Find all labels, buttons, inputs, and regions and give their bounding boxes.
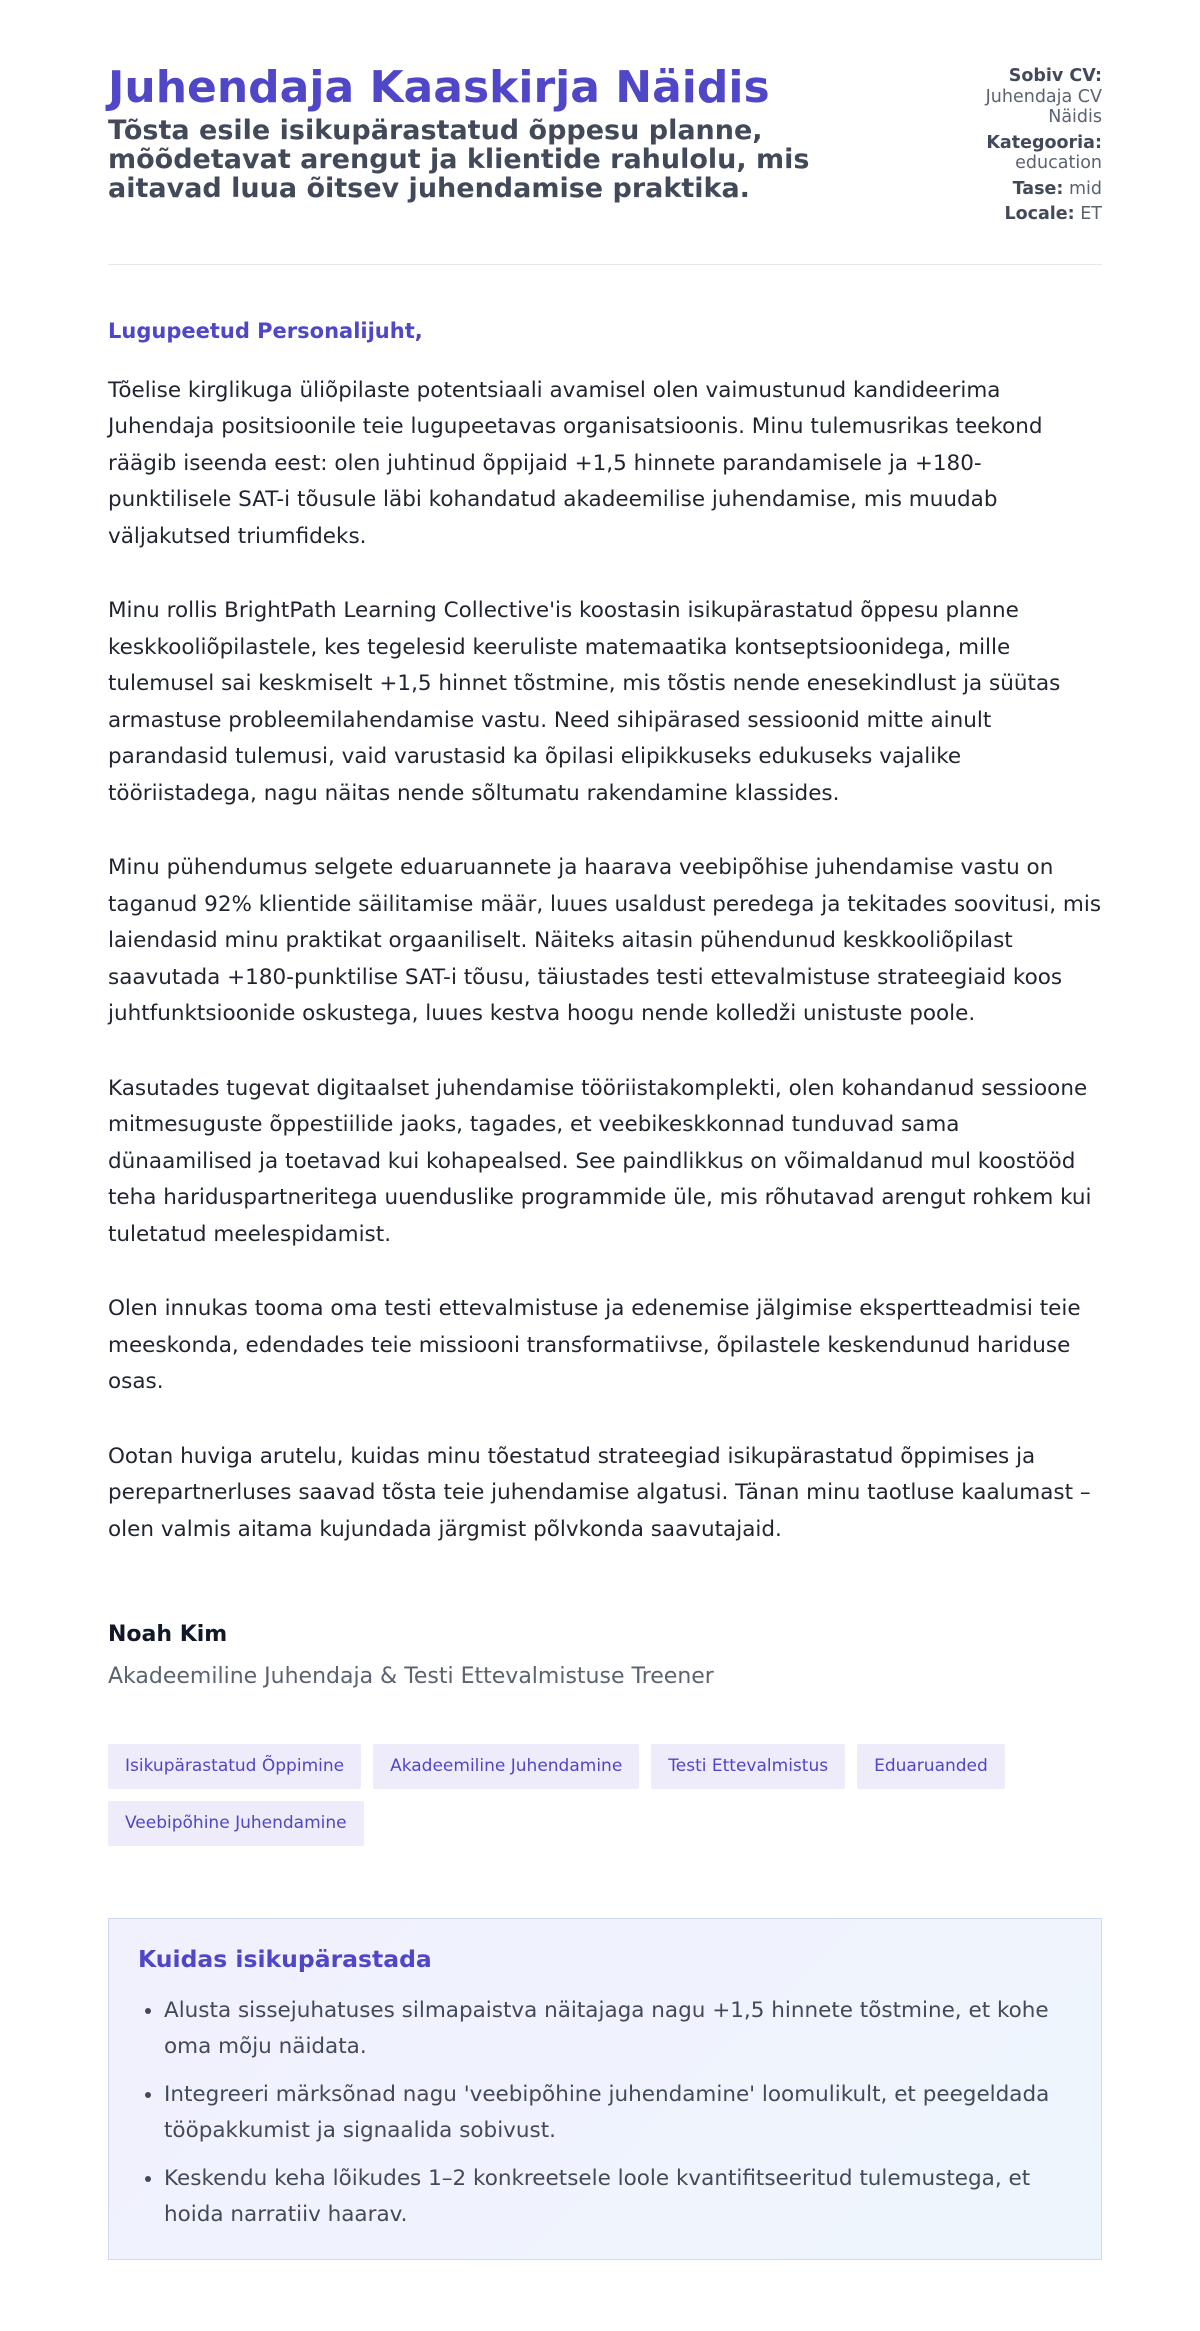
signature-name: Noah Kim [108,1622,228,1647]
tip-item: • Keskendu keha lõikudes 1–2 konkreetsele loole kvantifitseeritud tulemustega, et hoida narratiiv haarav. [164,2161,1072,2233]
letter-paragraph: Ootan huviga arutelu, kuidas minu tõestatud strateegiad isikupärastatud õppimises ja perepartnerluses saavad tõsta teie juhendamise algatusi. Tänan minu taotluse kaalumast – olen valmis aitama kujundada järgmist põlvkonda saavutajaid. [108,1443,1091,1542]
tips-list [138,1993,1072,2233]
skill-tags [108,1744,1102,1846]
meta-value: ET [1080,204,1102,224]
meta-key: Sobiv CV: [1008,66,1102,86]
skill-tag: Isikupärastatud Õppimine [108,1744,361,1789]
skill-tag: Eduaruanded [857,1744,1005,1789]
page-header [108,62,1102,265]
tip-item: • Integreeri märksõnad nagu 'veebipõhine juhendamine' loomulikult, et peegeldada tööpakkumist ja signaalida sobivust. [164,2077,1072,2149]
letter-paragraph: Kasutades tugevat digitaalset juhendamise tööriistakomplekti, olen kohandanud sessioone mitmesuguste õppestiilide jaoks, tagades, et veebikeskkonnad tunduvad sama dünaamilised ja toetavad kui kohapealsed. See paindlikkus on võimaldanud mul koostööd teha hariduspartneritega uuenduslike programmide üle, mis rõhutavad arengut rohkem kui tuletatud meelespidamist. [108,1075,1092,1247]
meta-value: mid [1068,178,1102,199]
meta-key: Kategooria: [986,132,1102,153]
salutation: Lugupeetud Personalijuht, [108,318,423,343]
meta-category [932,133,1102,174]
header-titles [108,62,928,203]
meta-panel [932,66,1102,230]
letter-paragraph: Olen innukas tooma oma testi ettevalmistuse ja edenemise jälgimise ekspertteadmisi teie meeskonda, edendades teie missiooni transformatiivse, õpilastele keskendunud hariduse osas. [108,1296,1081,1394]
meta-key: Tase: [1012,178,1064,199]
letter-paragraph: Minu pühendumus selgete eduaruannete ja haarava veebipõhise juhendamise vastu on taganud 92% klientide säilitamise määr, luues usaldust peredega ja tekitades soovitusi, mis laiendasid minu praktikat orgaaniliselt. Näiteks aitasin pühendunud keskkooliõpilast saavutada +180-punktilise SAT-i tõusu, täiustades testi ettevalmistuse strateegiaid koos juhtfunktsioonide oskustega, luues kestva hoogu nende kolledži unistuste poole. [108,855,1102,1026]
page-title: Juhendaja Kaaskirja Näidis [108,62,770,113]
meta-level [932,179,1102,200]
letter-body [108,373,1102,1549]
signature-block [108,1620,1102,1692]
letter-paragraph: Minu rollis BrightPath Learning Collective'is koostasin isikupärastatud õppesu planne keskkooliõpilastele, kes tegelesid keeruliste matemaatika kontseptsioonidega, mille tulemusel sai keskmiselt +1,5 hinnet tõstmine, mis tõstis nende enesekindlust ja süütas armastuse probleemilahendamise vastu. Need sihipärased sessioonid mitte ainult parandasid tulemusi, vaid varustasid ka õpilasi elipikkuseks edukuseks vajalike tööriistadega, nagu näitas nende sõltumatu rakendamine klassides. [108,598,1061,806]
meta-key: Locale: [1004,204,1075,224]
tip-item: • Alusta sissejuhatuses silmapaistva näitajaga nagu +1,5 hinnete tõstmine, et kohe oma mõju näidata. [164,1993,1072,2065]
personalization-tips [108,1918,1102,2260]
cover-letter-page [108,62,1102,2260]
skill-tag: Veebipõhine Juhendamine [108,1801,364,1846]
letter-paragraph: Tõelise kirglikuga üliõpilaste potentsiaali avamisel olen vaimustunud kandideerima Juhendaja positsioonile teie lugupeetavas organisatsioonis. Minu tulemusrikas teekond räägib iseenda eest: olen juhtinud õppijaid +1,5 hinnete parandamisele ja +180-punktilisele SAT-i tõusule läbi kohandatud akadeemilise juhendamise, mis muudab väljakutsed triumfideks. [108,377,1043,549]
page-subtitle: Tõsta esile isikupärastatud õppesu planne, mõõdetavat arengut ja klientide rahulolu, mis aitavad luua õitsev juhendamise praktika. [108,115,810,204]
meta-locale [932,204,1102,225]
skill-tag: Akadeemiline Juhendamine [373,1744,639,1789]
skill-tag: Testi Ettevalmistus [651,1744,845,1789]
meta-value: Juhendaja CV Näidis [985,86,1102,127]
signature-title: Akadeemiline Juhendaja & Testi Ettevalmistuse Treener [108,1664,714,1689]
tips-title: Kuidas isikupärastada [138,1945,432,1973]
meta-suitable-cv [932,66,1102,128]
meta-value: education [1015,153,1102,173]
